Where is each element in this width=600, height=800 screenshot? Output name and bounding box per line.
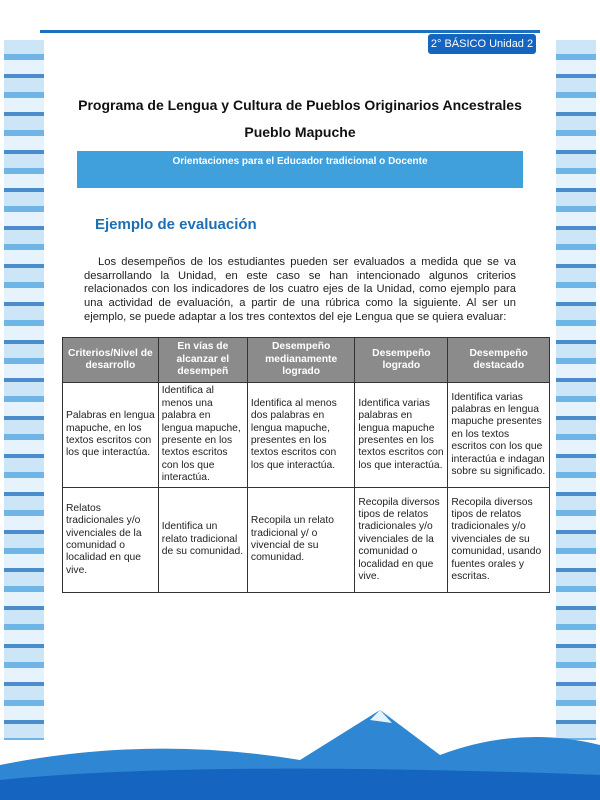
left-decorative-border bbox=[4, 40, 44, 740]
header-cell: Criterios/Nivel de desarrollo bbox=[63, 338, 159, 383]
header-cell: Desempeño logrado bbox=[355, 338, 448, 383]
table-row bbox=[63, 383, 550, 488]
document-title: Programa de Lengua y Cultura de Pueblos Originarios Ancestrales bbox=[78, 97, 522, 113]
right-decorative-border bbox=[556, 40, 596, 740]
table-cell: Identifica varias palabras en lengua mapuche presentes en los textos escritos con los que interactúa e indagan sobre su significado. bbox=[448, 383, 550, 488]
intro-paragraph: Los desempeños de los estudiantes pueden ser evaluados a medida que se va desarrollando la Unidad, en este caso se han intencionado algunos criterios relacionados con los indicadores de los cuatro ejes de la Unidad, como ejemplo para una actividad de evaluación, a partir de una rúbrica como la siguiente. Al ser un ejemplo, se puede adaptar a los tres contextos del eje Lengua que se quiera evaluar: bbox=[84, 256, 516, 323]
table-cell: Recopila diversos tipos de relatos tradicionales y/o vivenciales de la comunidad o localidad en que vive. bbox=[355, 488, 448, 593]
table-cell: Identifica al menos dos palabras en lengua mapuche, presentes en los textos escritos con los que interactúa. bbox=[247, 383, 354, 488]
header-cell: En vías de alcanzar el desempeñ bbox=[158, 338, 247, 383]
header-cell: Desempeño destacado bbox=[448, 338, 550, 383]
table-cell: Identifica varias palabras en lengua mapuche presentes en los textos escritos con los que interactúa. bbox=[355, 383, 448, 488]
document-subtitle: Pueblo Mapuche bbox=[244, 124, 356, 140]
rubric-table bbox=[62, 337, 550, 593]
table-cell: Identifica al menos una palabra en lengua mapuche, presente en los textos escritos con los que interactúa. bbox=[158, 383, 247, 488]
section-heading: Ejemplo de evaluación bbox=[95, 216, 257, 233]
table-header-row bbox=[63, 338, 550, 383]
header-cell: Desempeño medianamente logrado bbox=[247, 338, 354, 383]
section-banner: Orientaciones para el Educador tradicional o Docente bbox=[77, 151, 523, 188]
top-rule bbox=[40, 30, 540, 33]
landscape-illustration bbox=[0, 705, 600, 800]
table-cell: Recopila un relato tradicional y/ o vivencial de su comunidad. bbox=[247, 488, 354, 593]
table-cell: Recopila diversos tipos de relatos tradicionales y/o vivenciales de su comunidad, usando fuentes orales y escritas. bbox=[448, 488, 550, 593]
table-cell: Identifica un relato tradicional de su comunidad. bbox=[158, 488, 247, 593]
table-row bbox=[63, 488, 550, 593]
table-cell: Relatos tradicionales y/o vivenciales de la comunidad o localidad en que vive. bbox=[63, 488, 159, 593]
table-cell: Palabras en lengua mapuche, en los textos escritos con los que interactúa. bbox=[63, 383, 159, 488]
grade-unit-badge: 2° BÁSICO Unidad 2 bbox=[428, 34, 536, 54]
